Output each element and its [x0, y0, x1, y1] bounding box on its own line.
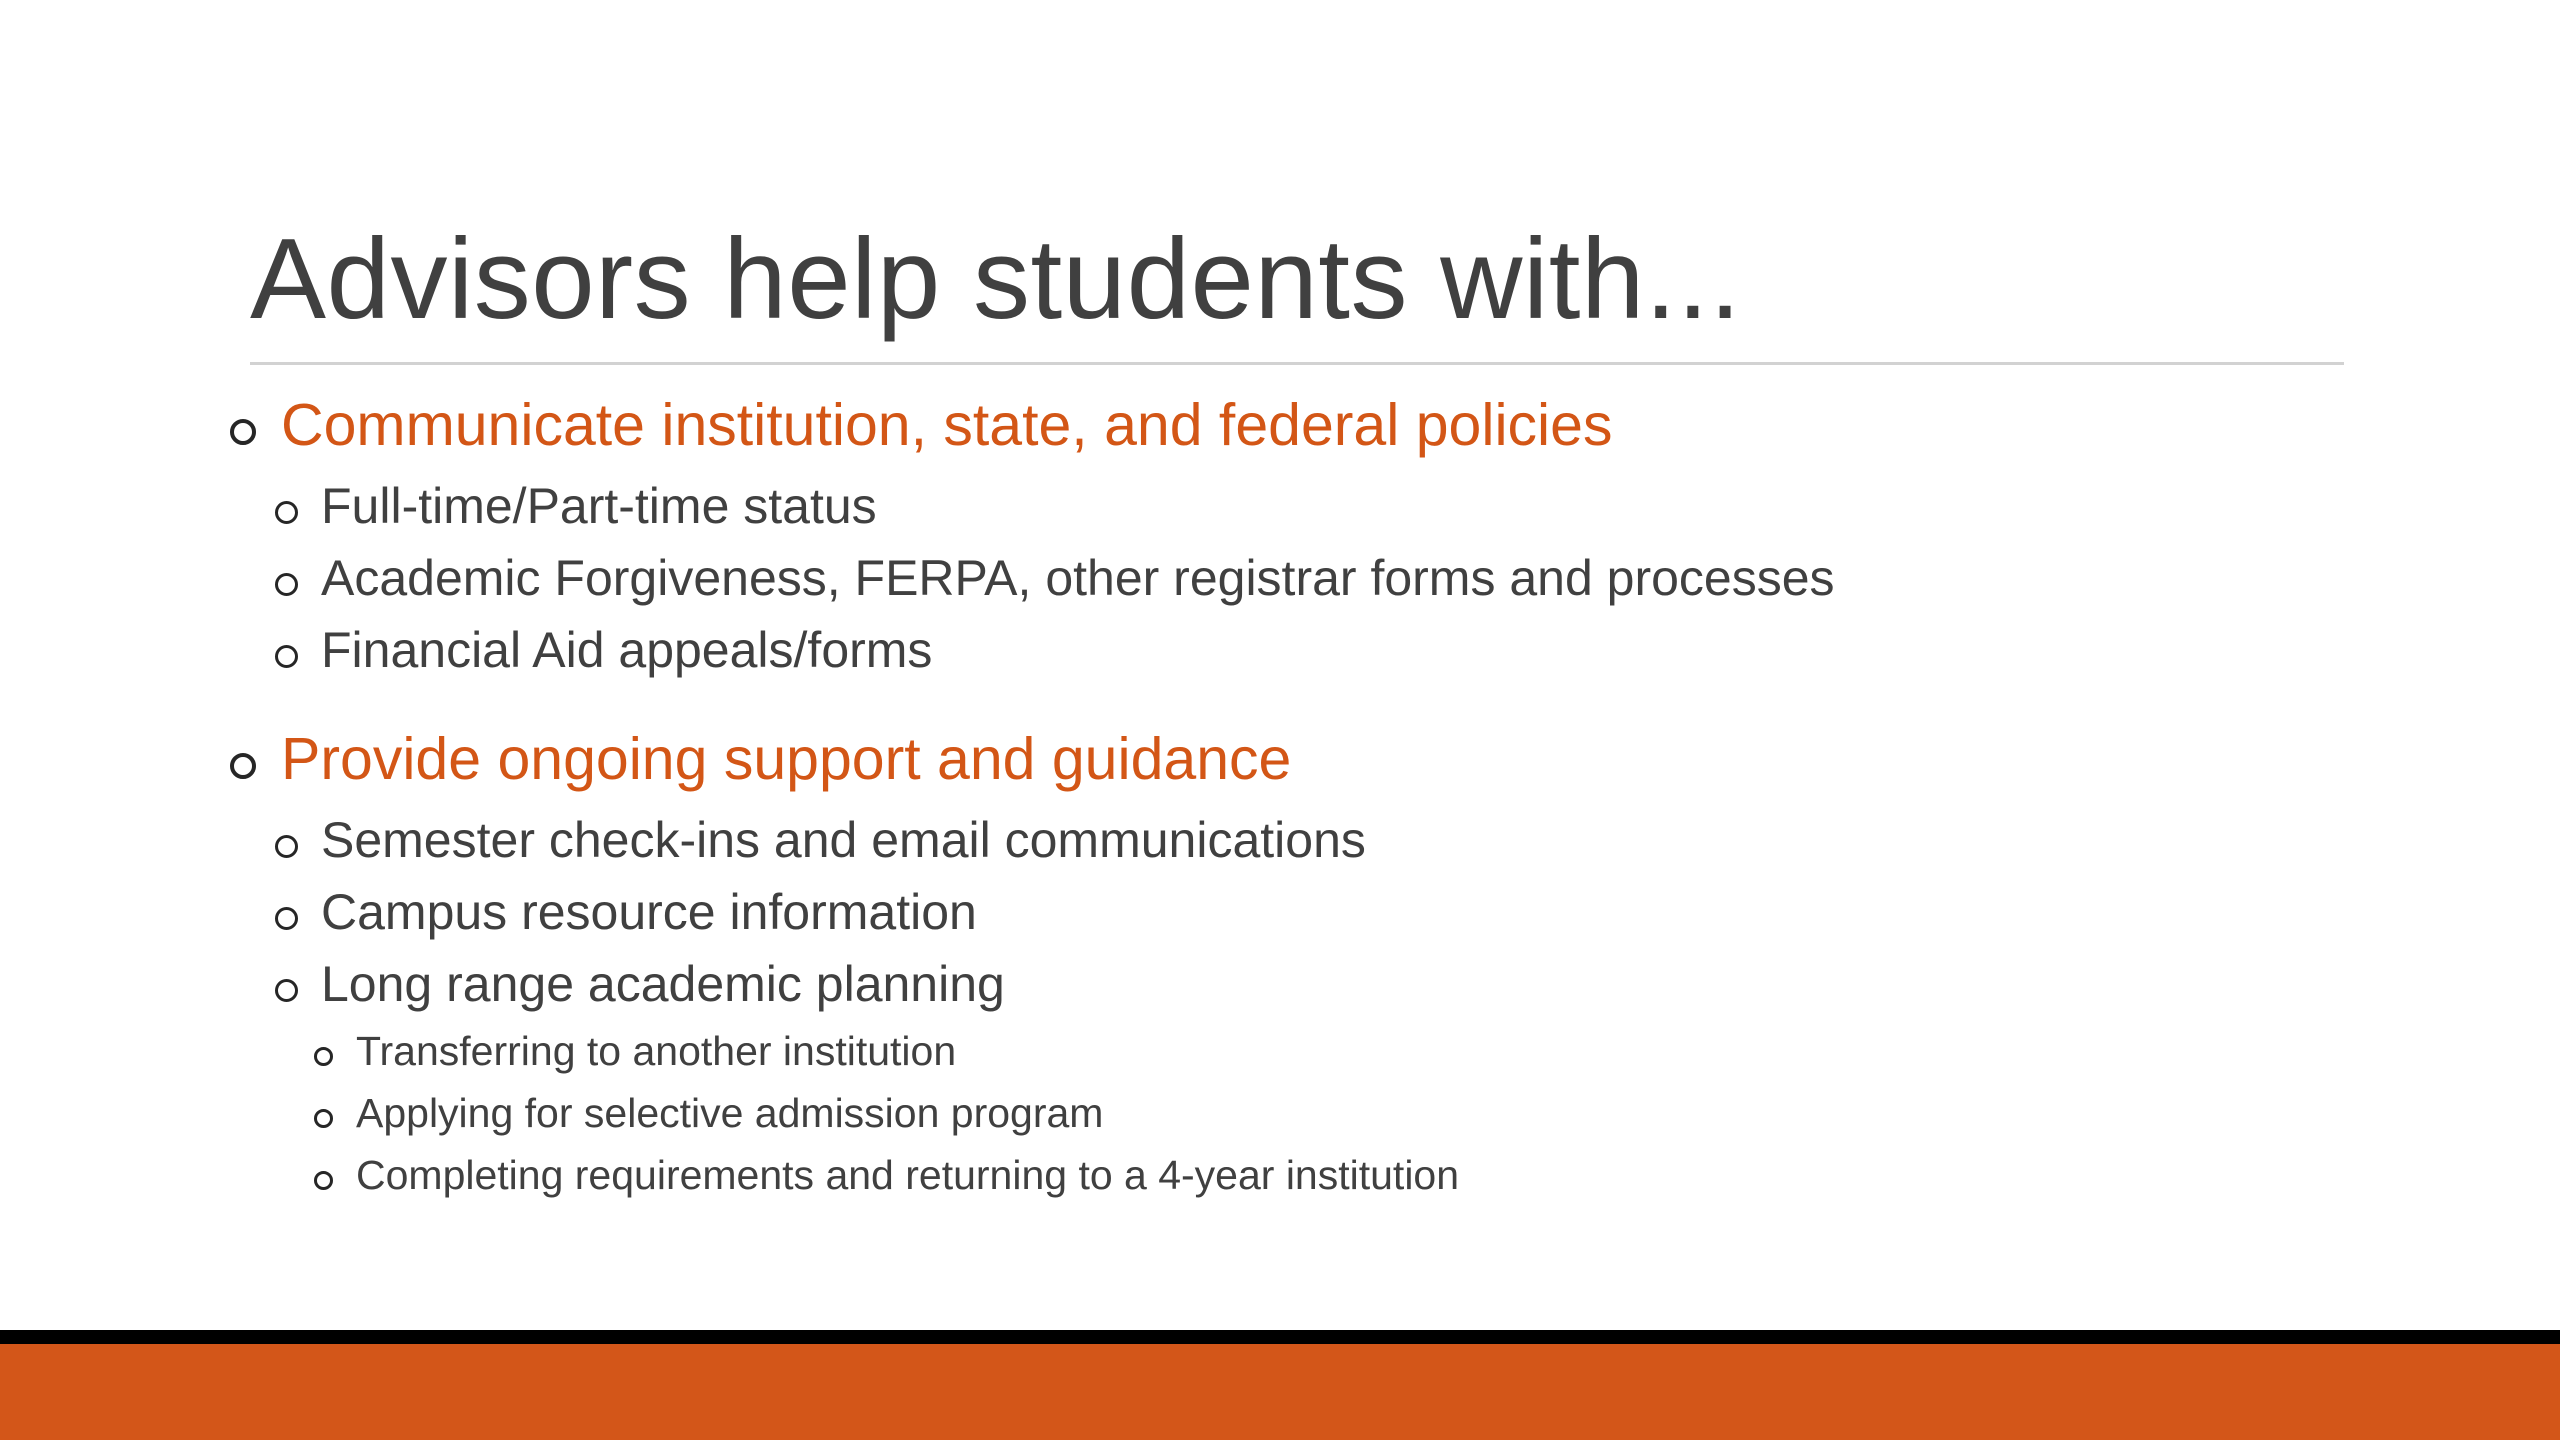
sub-list-item	[314, 1082, 2360, 1144]
hollow-circle-bullet-icon	[230, 753, 256, 779]
hollow-circle-bullet-icon	[275, 645, 298, 668]
hollow-circle-bullet-icon	[275, 979, 298, 1002]
sub-list-item-text: Applying for selective admission program	[356, 1089, 1104, 1136]
list-item-text: Academic Forgiveness, FERPA, other registrar forms and processes	[321, 550, 1835, 606]
sub-list-item	[314, 1020, 2360, 1082]
hollow-circle-bullet-icon	[314, 1047, 333, 1066]
section-spacer	[230, 686, 2360, 714]
slide-title: Advisors help students with...	[250, 216, 1742, 343]
section-heading	[230, 714, 2360, 804]
hollow-circle-bullet-icon	[230, 419, 256, 445]
list-item-text: Financial Aid appeals/forms	[321, 622, 933, 678]
hollow-circle-bullet-icon	[275, 501, 298, 524]
footer-bar	[0, 1344, 2560, 1440]
section-heading	[230, 380, 2360, 470]
list-item	[275, 470, 2360, 542]
list-item	[275, 542, 2360, 614]
sub-list-item	[314, 1144, 2360, 1206]
list-item	[275, 614, 2360, 686]
list-item-text: Semester check-ins and email communications	[321, 812, 1366, 868]
list-item	[275, 876, 2360, 948]
bullet-list	[230, 380, 2360, 1206]
list-item	[275, 804, 2360, 876]
hollow-circle-bullet-icon	[314, 1109, 333, 1128]
sub-list-item-text: Completing requirements and returning to a 4-year institution	[356, 1151, 1460, 1198]
list-item-text: Full-time/Part-time status	[321, 478, 877, 534]
hollow-circle-bullet-icon	[275, 835, 298, 858]
list-item-text: Long range academic planning	[321, 956, 1005, 1012]
section-heading-text: Provide ongoing support and guidance	[281, 726, 1292, 792]
list-item-text: Campus resource information	[321, 884, 977, 940]
hollow-circle-bullet-icon	[275, 573, 298, 596]
title-divider	[250, 362, 2344, 365]
footer-line	[0, 1330, 2560, 1344]
hollow-circle-bullet-icon	[314, 1171, 333, 1190]
list-item	[275, 948, 2360, 1020]
sub-list-item-text: Transferring to another institution	[356, 1027, 957, 1074]
section-heading-text: Communicate institution, state, and federal policies	[281, 392, 1613, 458]
hollow-circle-bullet-icon	[275, 907, 298, 930]
